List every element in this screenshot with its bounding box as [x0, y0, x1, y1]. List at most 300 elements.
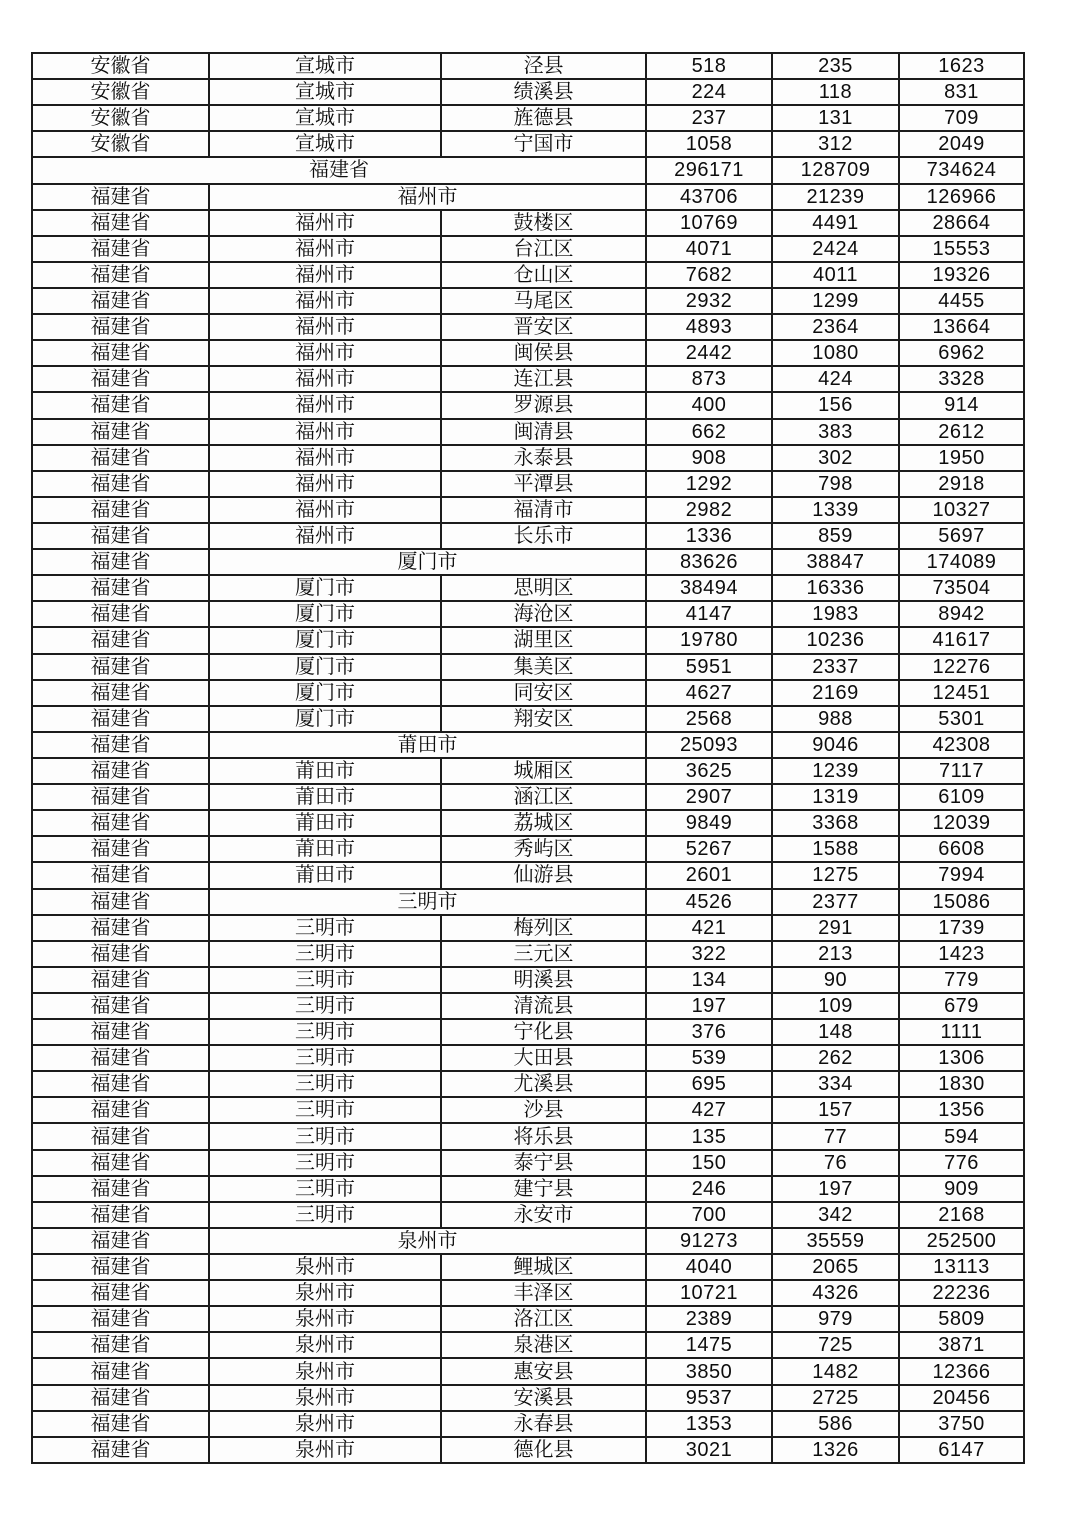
cell-province: 福建省	[32, 445, 209, 471]
table-row-detail	[32, 836, 1024, 862]
cell-province: 福建省	[32, 967, 209, 993]
cell-city-total: 福州市	[209, 184, 646, 210]
table-row-detail	[32, 1254, 1024, 1280]
table-row-detail	[32, 445, 1024, 471]
cell-city-total: 泉州市	[209, 1228, 646, 1254]
cell-value-1: 4526	[646, 889, 772, 915]
table-row-city_total	[32, 732, 1024, 758]
cell-district: 泉港区	[441, 1332, 646, 1358]
cell-district: 长乐市	[441, 523, 646, 549]
cell-province: 福建省	[32, 1019, 209, 1045]
cell-province: 福建省	[32, 1358, 209, 1384]
table-row-detail	[32, 915, 1024, 941]
cell-province: 福建省	[32, 915, 209, 941]
cell-value-1: 400	[646, 392, 772, 418]
cell-city: 福州市	[209, 366, 441, 392]
cell-city: 三明市	[209, 1019, 441, 1045]
cell-value-2: 1275	[772, 862, 899, 888]
cell-value-2: 1482	[772, 1358, 899, 1384]
cell-value-1: 700	[646, 1202, 772, 1228]
cell-province: 福建省	[32, 1385, 209, 1411]
cell-value-1: 908	[646, 445, 772, 471]
cell-province: 福建省	[32, 1071, 209, 1097]
cell-district: 永安市	[441, 1202, 646, 1228]
cell-value-2: 1339	[772, 497, 899, 523]
cell-value-2: 291	[772, 915, 899, 941]
cell-city: 福州市	[209, 497, 441, 523]
cell-city: 莆田市	[209, 784, 441, 810]
cell-value-1: 4071	[646, 236, 772, 262]
cell-city: 泉州市	[209, 1332, 441, 1358]
table-row-detail	[32, 1306, 1024, 1332]
cell-value-3: 776	[899, 1150, 1024, 1176]
cell-city: 福州市	[209, 262, 441, 288]
cell-value-3: 909	[899, 1176, 1024, 1202]
table-row-detail	[32, 366, 1024, 392]
table-row-city_total	[32, 184, 1024, 210]
cell-value-2: 1080	[772, 340, 899, 366]
cell-province: 福建省	[32, 862, 209, 888]
cell-city: 福州市	[209, 288, 441, 314]
table-row-detail	[32, 1045, 1024, 1071]
cell-value-1: 322	[646, 941, 772, 967]
cell-value-2: 16336	[772, 575, 899, 601]
cell-province: 福建省	[32, 601, 209, 627]
cell-value-1: 9537	[646, 1385, 772, 1411]
table-row-detail	[32, 1150, 1024, 1176]
cell-city: 三明市	[209, 1150, 441, 1176]
cell-value-1: 3850	[646, 1358, 772, 1384]
cell-district: 梅列区	[441, 915, 646, 941]
cell-province: 福建省	[32, 366, 209, 392]
cell-province-total: 福建省	[32, 157, 646, 183]
cell-value-2: 2337	[772, 654, 899, 680]
table-row-city_total	[32, 1228, 1024, 1254]
cell-district: 泰宁县	[441, 1150, 646, 1176]
cell-value-1: 91273	[646, 1228, 772, 1254]
table-row-detail	[32, 810, 1024, 836]
cell-province: 福建省	[32, 549, 209, 575]
table-row-detail	[32, 784, 1024, 810]
cell-value-1: 421	[646, 915, 772, 941]
cell-value-3: 5301	[899, 706, 1024, 732]
cell-province: 福建省	[32, 1228, 209, 1254]
cell-district: 思明区	[441, 575, 646, 601]
cell-city: 福州市	[209, 314, 441, 340]
cell-value-1: 2568	[646, 706, 772, 732]
cell-value-3: 20456	[899, 1385, 1024, 1411]
cell-value-1: 150	[646, 1150, 772, 1176]
cell-value-1: 25093	[646, 732, 772, 758]
cell-value-2: 342	[772, 1202, 899, 1228]
cell-value-3: 28664	[899, 210, 1024, 236]
cell-province: 福建省	[32, 810, 209, 836]
cell-value-1: 662	[646, 419, 772, 445]
cell-value-3: 1623	[899, 53, 1024, 79]
cell-district: 平潭县	[441, 471, 646, 497]
cell-district: 建宁县	[441, 1176, 646, 1202]
cell-value-1: 237	[646, 105, 772, 131]
table-row-detail	[32, 1358, 1024, 1384]
table-row-detail	[32, 236, 1024, 262]
cell-value-2: 148	[772, 1019, 899, 1045]
cell-value-3: 8942	[899, 601, 1024, 627]
cell-province: 福建省	[32, 288, 209, 314]
table-row-detail	[32, 967, 1024, 993]
cell-value-3: 174089	[899, 549, 1024, 575]
cell-province: 福建省	[32, 210, 209, 236]
cell-province: 福建省	[32, 758, 209, 784]
cell-district: 泾县	[441, 53, 646, 79]
table-row-detail	[32, 1019, 1024, 1045]
cell-value-2: 424	[772, 366, 899, 392]
cell-province: 福建省	[32, 1254, 209, 1280]
cell-province: 福建省	[32, 706, 209, 732]
cell-value-2: 2169	[772, 680, 899, 706]
cell-value-3: 41617	[899, 627, 1024, 653]
cell-province: 福建省	[32, 236, 209, 262]
cell-value-3: 1111	[899, 1019, 1024, 1045]
cell-value-1: 10721	[646, 1280, 772, 1306]
cell-province: 福建省	[32, 993, 209, 1019]
cell-district: 丰泽区	[441, 1280, 646, 1306]
cell-province: 福建省	[32, 1306, 209, 1332]
cell-district: 宁国市	[441, 131, 646, 157]
cell-city: 三明市	[209, 915, 441, 941]
cell-province: 福建省	[32, 1332, 209, 1358]
cell-value-3: 3871	[899, 1332, 1024, 1358]
cell-province: 安徽省	[32, 131, 209, 157]
cell-province: 福建省	[32, 1437, 209, 1463]
cell-value-1: 4040	[646, 1254, 772, 1280]
table-row-detail	[32, 627, 1024, 653]
cell-province: 福建省	[32, 262, 209, 288]
cell-district: 罗源县	[441, 392, 646, 418]
cell-district: 鼓楼区	[441, 210, 646, 236]
cell-city: 泉州市	[209, 1306, 441, 1332]
cell-value-2: 76	[772, 1150, 899, 1176]
cell-province: 福建省	[32, 523, 209, 549]
cell-province: 福建省	[32, 836, 209, 862]
cell-province: 福建省	[32, 1280, 209, 1306]
cell-value-1: 296171	[646, 157, 772, 183]
cell-district: 连江县	[441, 366, 646, 392]
cell-value-2: 118	[772, 79, 899, 105]
cell-value-1: 2442	[646, 340, 772, 366]
cell-district: 仙游县	[441, 862, 646, 888]
cell-district: 荔城区	[441, 810, 646, 836]
cell-value-3: 734624	[899, 157, 1024, 183]
cell-value-2: 1239	[772, 758, 899, 784]
cell-city: 福州市	[209, 236, 441, 262]
table-row-province_total	[32, 157, 1024, 183]
cell-province: 安徽省	[32, 79, 209, 105]
cell-value-1: 9849	[646, 810, 772, 836]
cell-value-3: 12366	[899, 1358, 1024, 1384]
cell-province: 安徽省	[32, 53, 209, 79]
cell-value-3: 10327	[899, 497, 1024, 523]
cell-city: 厦门市	[209, 627, 441, 653]
cell-district: 将乐县	[441, 1123, 646, 1149]
table-row-detail	[32, 1071, 1024, 1097]
cell-value-1: 43706	[646, 184, 772, 210]
table-row-detail	[32, 1437, 1024, 1463]
cell-value-1: 695	[646, 1071, 772, 1097]
cell-value-2: 128709	[772, 157, 899, 183]
cell-value-1: 2389	[646, 1306, 772, 1332]
cell-value-3: 779	[899, 967, 1024, 993]
cell-value-2: 4011	[772, 262, 899, 288]
cell-value-3: 1739	[899, 915, 1024, 941]
cell-city-total: 三明市	[209, 889, 646, 915]
cell-value-1: 1353	[646, 1411, 772, 1437]
cell-value-2: 10236	[772, 627, 899, 653]
cell-value-1: 518	[646, 53, 772, 79]
cell-value-3: 914	[899, 392, 1024, 418]
cell-value-2: 109	[772, 993, 899, 1019]
cell-value-2: 1983	[772, 601, 899, 627]
cell-city: 福州市	[209, 445, 441, 471]
cell-value-1: 7682	[646, 262, 772, 288]
cell-city: 福州市	[209, 471, 441, 497]
cell-value-3: 594	[899, 1123, 1024, 1149]
cell-value-2: 77	[772, 1123, 899, 1149]
cell-district: 三元区	[441, 941, 646, 967]
cell-city: 泉州市	[209, 1437, 441, 1463]
cell-value-2: 4326	[772, 1280, 899, 1306]
cell-province: 安徽省	[32, 105, 209, 131]
table-row-detail	[32, 706, 1024, 732]
cell-province: 福建省	[32, 1045, 209, 1071]
table-row-detail	[32, 1411, 1024, 1437]
cell-value-1: 1336	[646, 523, 772, 549]
cell-value-3: 1830	[899, 1071, 1024, 1097]
cell-value-3: 22236	[899, 1280, 1024, 1306]
table-row-detail	[32, 601, 1024, 627]
cell-city: 宣城市	[209, 105, 441, 131]
cell-value-2: 131	[772, 105, 899, 131]
cell-value-3: 7994	[899, 862, 1024, 888]
cell-district: 海沧区	[441, 601, 646, 627]
cell-city: 三明市	[209, 1176, 441, 1202]
table-row-detail	[32, 1176, 1024, 1202]
cell-value-2: 1326	[772, 1437, 899, 1463]
cell-value-1: 83626	[646, 549, 772, 575]
cell-city-total: 厦门市	[209, 549, 646, 575]
cell-value-3: 4455	[899, 288, 1024, 314]
cell-city: 莆田市	[209, 810, 441, 836]
cell-province: 福建省	[32, 627, 209, 653]
cell-value-3: 13113	[899, 1254, 1024, 1280]
cell-city: 厦门市	[209, 575, 441, 601]
cell-value-1: 3021	[646, 1437, 772, 1463]
cell-value-2: 197	[772, 1176, 899, 1202]
cell-province: 福建省	[32, 1202, 209, 1228]
cell-province: 福建省	[32, 1123, 209, 1149]
cell-value-3: 1306	[899, 1045, 1024, 1071]
cell-district: 清流县	[441, 993, 646, 1019]
cell-value-3: 1423	[899, 941, 1024, 967]
table-row-detail	[32, 993, 1024, 1019]
cell-province: 福建省	[32, 1411, 209, 1437]
cell-value-3: 252500	[899, 1228, 1024, 1254]
cell-value-2: 213	[772, 941, 899, 967]
cell-city: 泉州市	[209, 1411, 441, 1437]
cell-value-3: 15086	[899, 889, 1024, 915]
cell-city-total: 莆田市	[209, 732, 646, 758]
table-row-detail	[32, 941, 1024, 967]
cell-value-1: 2932	[646, 288, 772, 314]
cell-district: 永泰县	[441, 445, 646, 471]
cell-value-2: 38847	[772, 549, 899, 575]
cell-value-2: 3368	[772, 810, 899, 836]
cell-value-1: 246	[646, 1176, 772, 1202]
cell-value-1: 224	[646, 79, 772, 105]
cell-value-2: 725	[772, 1332, 899, 1358]
cell-province: 福建省	[32, 184, 209, 210]
cell-province: 福建省	[32, 1097, 209, 1123]
cell-city: 莆田市	[209, 862, 441, 888]
cell-value-2: 2377	[772, 889, 899, 915]
cell-city: 福州市	[209, 419, 441, 445]
table-row-detail	[32, 575, 1024, 601]
cell-district: 仓山区	[441, 262, 646, 288]
cell-city: 三明市	[209, 941, 441, 967]
cell-value-2: 9046	[772, 732, 899, 758]
cell-value-1: 197	[646, 993, 772, 1019]
cell-value-1: 2982	[646, 497, 772, 523]
cell-value-2: 1588	[772, 836, 899, 862]
cell-value-3: 15553	[899, 236, 1024, 262]
table-row-detail	[32, 471, 1024, 497]
cell-value-3: 2049	[899, 131, 1024, 157]
table-row-detail	[32, 340, 1024, 366]
cell-city: 莆田市	[209, 758, 441, 784]
cell-district: 马尾区	[441, 288, 646, 314]
cell-value-1: 38494	[646, 575, 772, 601]
cell-value-3: 73504	[899, 575, 1024, 601]
table-row-detail	[32, 758, 1024, 784]
table-row-detail	[32, 1332, 1024, 1358]
cell-value-2: 4491	[772, 210, 899, 236]
cell-city: 厦门市	[209, 601, 441, 627]
cell-district: 鲤城区	[441, 1254, 646, 1280]
cell-city: 泉州市	[209, 1358, 441, 1384]
cell-value-1: 2907	[646, 784, 772, 810]
cell-district: 福清市	[441, 497, 646, 523]
table-row-detail	[32, 654, 1024, 680]
cell-value-3: 7117	[899, 758, 1024, 784]
cell-province: 福建省	[32, 889, 209, 915]
cell-value-1: 1292	[646, 471, 772, 497]
cell-province: 福建省	[32, 654, 209, 680]
cell-value-2: 2424	[772, 236, 899, 262]
cell-value-3: 2612	[899, 419, 1024, 445]
cell-value-1: 3625	[646, 758, 772, 784]
cell-district: 秀屿区	[441, 836, 646, 862]
table-row-detail	[32, 680, 1024, 706]
cell-value-3: 12276	[899, 654, 1024, 680]
cell-city: 泉州市	[209, 1280, 441, 1306]
cell-city: 厦门市	[209, 680, 441, 706]
cell-city: 三明市	[209, 1123, 441, 1149]
table-body	[32, 53, 1024, 1463]
cell-province: 福建省	[32, 497, 209, 523]
cell-province: 福建省	[32, 680, 209, 706]
cell-value-1: 4147	[646, 601, 772, 627]
cell-city: 厦门市	[209, 706, 441, 732]
cell-district: 闽清县	[441, 419, 646, 445]
cell-value-2: 1319	[772, 784, 899, 810]
cell-value-3: 679	[899, 993, 1024, 1019]
cell-value-1: 134	[646, 967, 772, 993]
cell-district: 湖里区	[441, 627, 646, 653]
cell-city: 福州市	[209, 523, 441, 549]
cell-value-2: 988	[772, 706, 899, 732]
cell-value-2: 262	[772, 1045, 899, 1071]
table-row-detail	[32, 392, 1024, 418]
cell-value-1: 1475	[646, 1332, 772, 1358]
cell-city: 莆田市	[209, 836, 441, 862]
cell-city: 三明市	[209, 1071, 441, 1097]
cell-city: 泉州市	[209, 1254, 441, 1280]
cell-district: 绩溪县	[441, 79, 646, 105]
cell-city: 三明市	[209, 993, 441, 1019]
cell-city: 三明市	[209, 1097, 441, 1123]
cell-district: 明溪县	[441, 967, 646, 993]
cell-value-3: 12451	[899, 680, 1024, 706]
table-row-detail	[32, 105, 1024, 131]
cell-district: 台江区	[441, 236, 646, 262]
cell-value-2: 235	[772, 53, 899, 79]
cell-province: 福建省	[32, 1176, 209, 1202]
cell-value-1: 5267	[646, 836, 772, 862]
table-row-detail	[32, 523, 1024, 549]
cell-district: 大田县	[441, 1045, 646, 1071]
cell-district: 闽侯县	[441, 340, 646, 366]
cell-city: 宣城市	[209, 53, 441, 79]
cell-district: 宁化县	[441, 1019, 646, 1045]
cell-value-3: 6608	[899, 836, 1024, 862]
cell-province: 福建省	[32, 340, 209, 366]
cell-province: 福建省	[32, 392, 209, 418]
cell-value-2: 302	[772, 445, 899, 471]
table-row-detail	[32, 131, 1024, 157]
cell-value-3: 6109	[899, 784, 1024, 810]
cell-city: 三明市	[209, 1202, 441, 1228]
cell-value-3: 2918	[899, 471, 1024, 497]
cell-value-1: 539	[646, 1045, 772, 1071]
table-row-detail	[32, 1202, 1024, 1228]
cell-city: 宣城市	[209, 131, 441, 157]
cell-value-3: 3328	[899, 366, 1024, 392]
cell-city: 福州市	[209, 340, 441, 366]
cell-value-1: 2601	[646, 862, 772, 888]
cell-value-3: 6147	[899, 1437, 1024, 1463]
cell-value-2: 383	[772, 419, 899, 445]
cell-value-3: 42308	[899, 732, 1024, 758]
cell-value-3: 126966	[899, 184, 1024, 210]
cell-value-2: 2725	[772, 1385, 899, 1411]
table-row-detail	[32, 1123, 1024, 1149]
cell-value-1: 135	[646, 1123, 772, 1149]
cell-value-3: 19326	[899, 262, 1024, 288]
cell-value-3: 6962	[899, 340, 1024, 366]
cell-district: 沙县	[441, 1097, 646, 1123]
cell-value-2: 90	[772, 967, 899, 993]
table-row-city_total	[32, 889, 1024, 915]
cell-value-2: 2364	[772, 314, 899, 340]
